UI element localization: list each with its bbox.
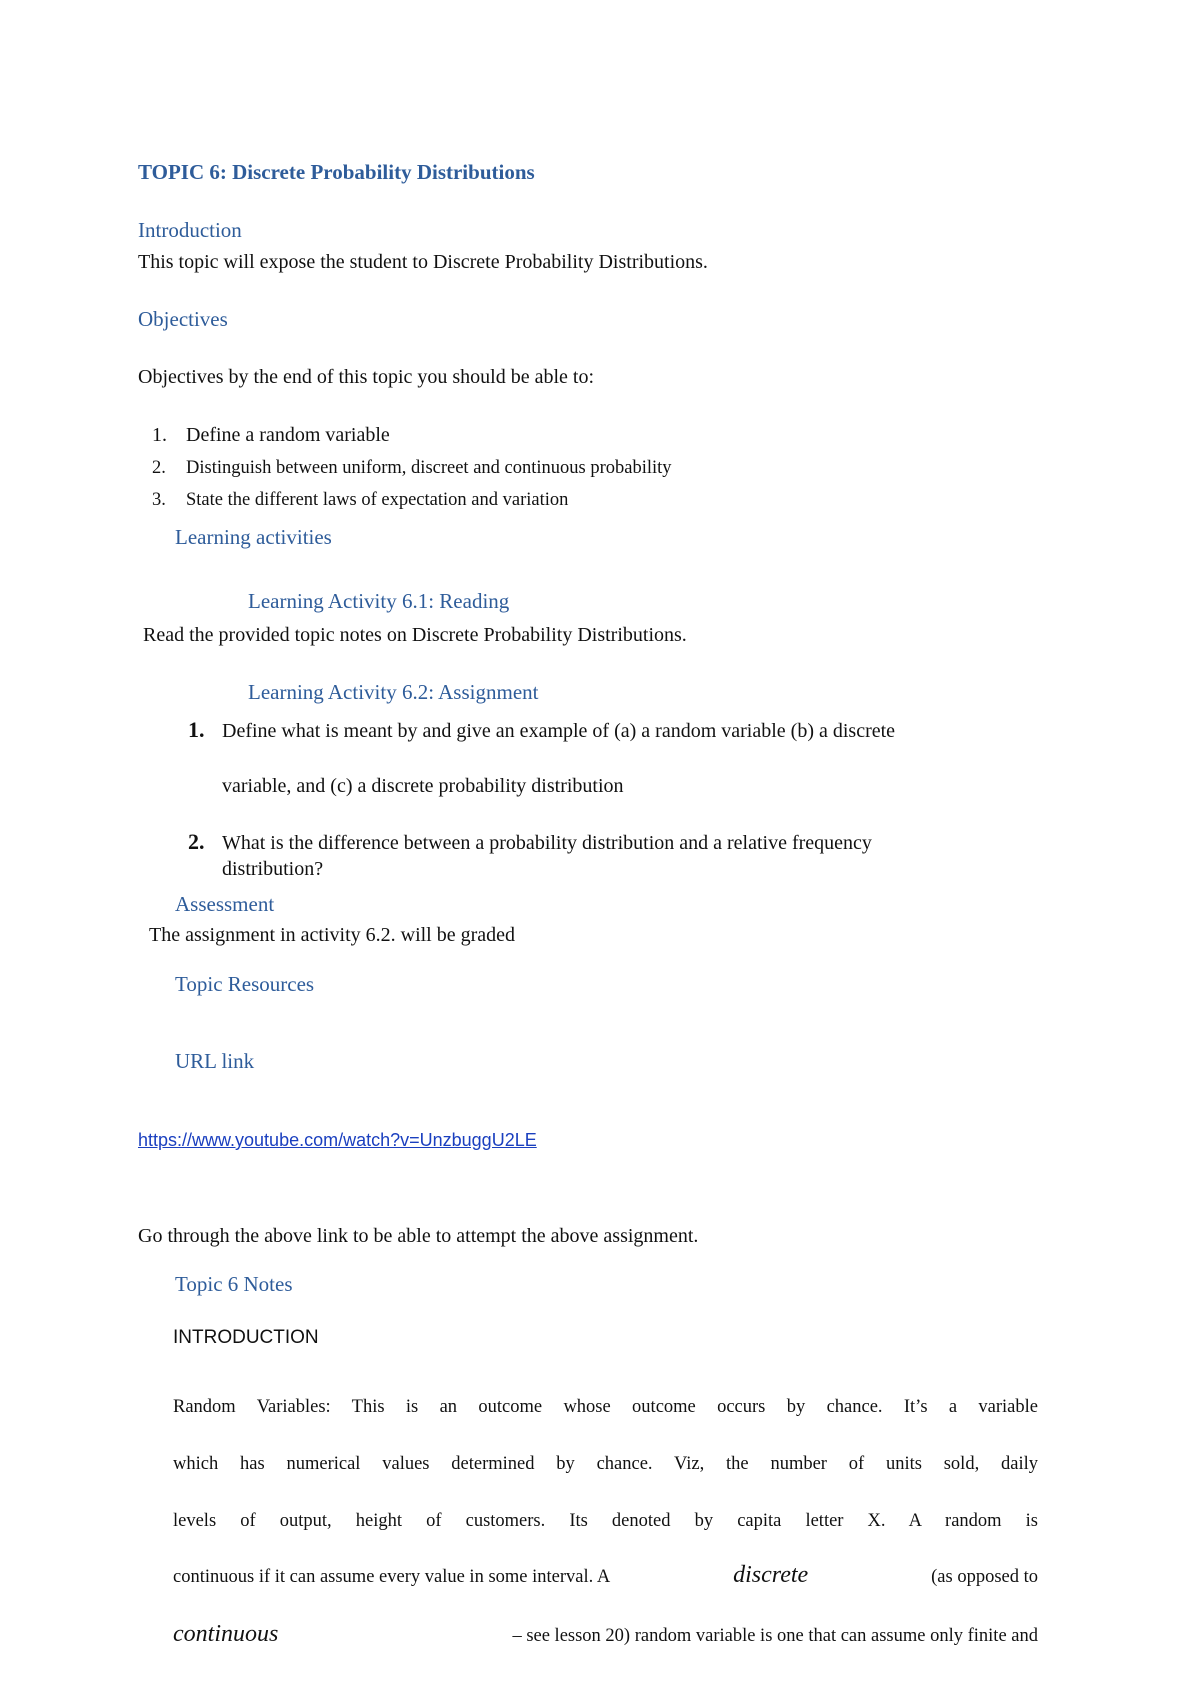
url-link-heading: URL link [175, 1049, 255, 1073]
question-number: 1. [188, 717, 205, 742]
topic-resources-heading: Topic Resources [175, 972, 315, 996]
activity-6-1-heading: Learning Activity 6.1: Reading [248, 589, 510, 613]
topic-title: TOPIC 6: Discrete Probability Distributions [138, 160, 535, 184]
assessment-text: The assignment in activity 6.2. will be graded [149, 924, 516, 946]
assessment-heading: Assessment [175, 892, 275, 916]
objectives-heading: Objectives [138, 307, 228, 331]
objective-number: 3. [152, 490, 166, 510]
youtube-link[interactable]: https://www.youtube.com/watch?v=UnzbuggU2LE [138, 1130, 537, 1150]
objective-text: State the different laws of expectation and variation [186, 490, 569, 510]
notes-text: – see lesson 20) random variable is one that can assume only finite and [512, 1626, 1038, 1646]
notes-italic-term: continuous [173, 1621, 279, 1647]
notes-text: continuous if it can assume every value in some interval. A [173, 1567, 611, 1587]
notes-paragraph-line: Random Variables: This is an outcome whose outcome occurs by chance. It’s a variable [173, 1397, 1038, 1417]
introduction-text: This topic will expose the student to Discrete Probability Distributions. [138, 251, 708, 273]
notes-text: (as opposed to [931, 1567, 1038, 1587]
objective-text: Distinguish between uniform, discreet and continuous probability [186, 458, 672, 478]
activity-6-1-text: Read the provided topic notes on Discrete Probability Distributions. [143, 624, 687, 646]
activity-6-2-heading: Learning Activity 6.2: Assignment [248, 680, 539, 704]
resources-instruction: Go through the above link to be able to attempt the above assignment. [138, 1225, 699, 1247]
objective-number: 2. [152, 458, 166, 478]
objective-item [152, 424, 390, 447]
objective-number: 1. [152, 424, 167, 446]
introduction-heading: Introduction [138, 218, 242, 242]
url-link-container [138, 1130, 537, 1151]
learning-activities-heading: Learning activities [175, 525, 332, 549]
objective-item [152, 458, 672, 479]
objectives-lead: Objectives by the end of this topic you should be able to: [138, 366, 595, 388]
topic-notes-heading: Topic 6 Notes [175, 1272, 293, 1296]
assignment-question-2-continued: distribution? [222, 858, 324, 880]
notes-paragraph-line [173, 1562, 1038, 1589]
notes-paragraph-line: which has numerical values determined by chance. Viz, the number of units sold, daily [173, 1454, 1038, 1474]
assignment-question-1 [188, 717, 895, 743]
question-number: 2. [188, 829, 205, 854]
notes-italic-term: discrete [733, 1562, 809, 1588]
assignment-question-1-continued: variable, and (c) a discrete probability distribution [222, 775, 624, 797]
notes-paragraph-line [173, 1621, 1038, 1648]
notes-paragraph-line: levels of output, height of customers. Its denoted by capita letter X. A random is [173, 1511, 1038, 1531]
objective-text: Define a random variable [186, 424, 390, 446]
assignment-question-2 [188, 829, 1058, 855]
notes-introduction-heading: INTRODUCTION [173, 1327, 319, 1348]
question-text: Define what is meant by and give an example of (a) a random variable (b) a discrete [222, 720, 896, 742]
objective-item [152, 490, 568, 511]
question-text: What is the difference between a probability distribution and a relative frequency [222, 832, 872, 854]
